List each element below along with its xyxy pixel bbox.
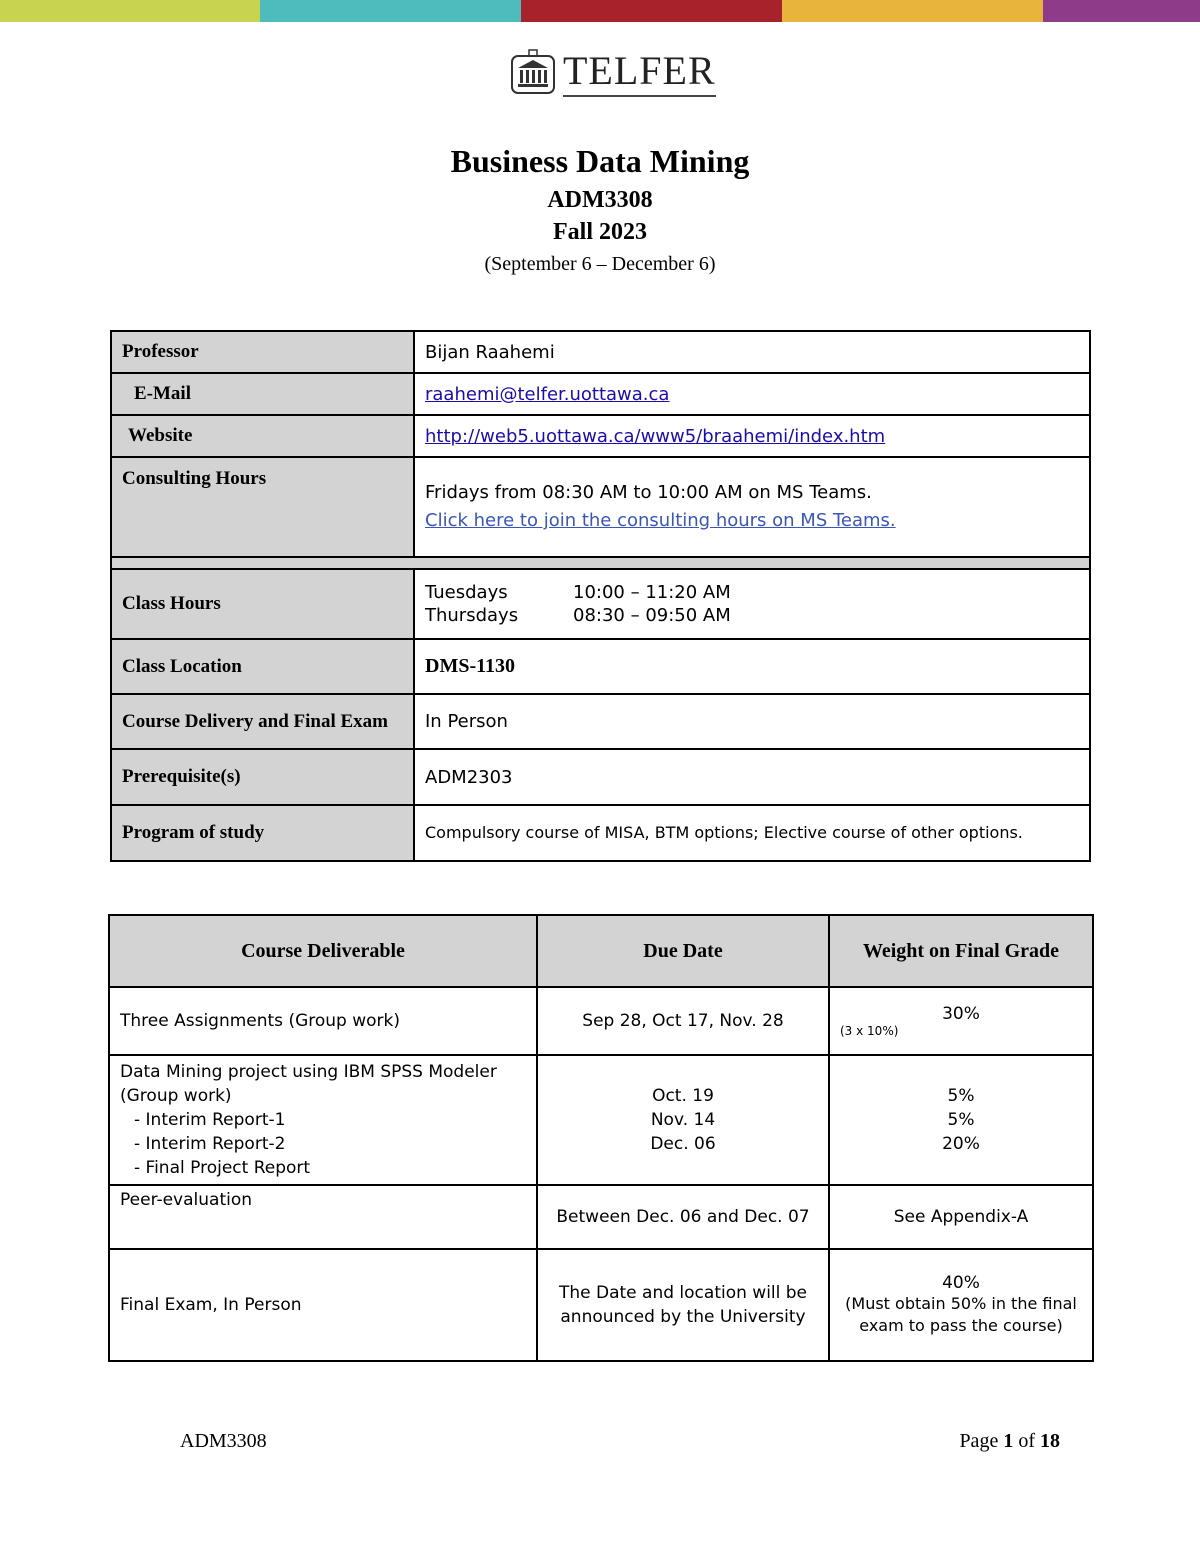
course-term: Fall 2023 <box>553 219 647 245</box>
location-label: Class Location <box>111 639 414 694</box>
deliverable-due-cell <box>537 1055 829 1185</box>
delivery-value: In Person <box>414 694 1090 749</box>
class-day: Tuesdays <box>425 582 508 603</box>
info-row-program <box>111 805 1090 861</box>
deliverable-due: Nov. 14 <box>650 1110 716 1130</box>
prerequisites-label: Prerequisite(s) <box>111 749 414 805</box>
website-link[interactable]: http://web5.uottawa.ca/www5/braahemi/index.htm <box>425 425 886 447</box>
professor-label: Professor <box>111 331 414 373</box>
deliverable-weight: See Appendix-A <box>829 1185 1093 1249</box>
deliverable-weight-note: (3 x 10%) <box>840 1024 899 1038</box>
program-label: Program of study <box>111 805 414 861</box>
program-value: Compulsory course of MISA, BTM options; Elective course of other options. <box>414 805 1090 861</box>
class-time: 08:30 – 09:50 AM <box>573 605 731 626</box>
delivery-label: Course Delivery and Final Exam <box>111 694 414 749</box>
deliverable-due: Oct. 19 <box>652 1086 714 1106</box>
deliverable-due: Between Dec. 06 and Dec. 07 <box>537 1185 829 1249</box>
footer-course-code: ADM3308 <box>180 1430 267 1452</box>
deliverable-weight-note: (Must obtain 50% in the final exam to pass the course) <box>845 1294 1077 1335</box>
deliverable-sub-list <box>120 1108 526 1180</box>
table-row <box>109 1249 1093 1361</box>
deliverable-weight-cell <box>829 1249 1093 1361</box>
of-word: of <box>1018 1430 1035 1452</box>
course-code: ADM3308 <box>547 187 653 213</box>
list-item: - Final Project Report <box>134 1158 311 1178</box>
table-row <box>109 987 1093 1055</box>
page-total: 18 <box>1040 1430 1060 1452</box>
color-bar-segment <box>1043 0 1200 22</box>
class-hours-label: Class Hours <box>111 569 414 639</box>
deliverable-due: The Date and location will be announced by the University <box>537 1249 829 1361</box>
website-cell <box>414 415 1090 457</box>
university-building-icon <box>511 48 555 99</box>
list-item: - Interim Report-1 <box>134 1110 286 1130</box>
table-spacer-row <box>111 557 1090 569</box>
location-value: DMS-1130 <box>414 639 1090 694</box>
deliverable-name: Final Exam, In Person <box>109 1249 537 1361</box>
email-cell <box>414 373 1090 415</box>
deliverable-weight: 40% <box>942 1273 980 1293</box>
color-bar-segment <box>521 0 782 22</box>
header-weight: Weight on Final Grade <box>829 915 1093 987</box>
deliverable-name: Peer-evaluation <box>109 1185 537 1249</box>
color-bar-segment <box>0 0 260 22</box>
deliverable-weight: 20% <box>942 1134 980 1154</box>
info-row-professor <box>111 331 1090 373</box>
class-day: Thursdays <box>425 605 519 626</box>
email-link[interactable]: raahemi@telfer.uottawa.ca <box>425 383 670 405</box>
deliverable-weight: 30% <box>942 1004 980 1024</box>
class-time: 10:00 – 11:20 AM <box>573 582 731 603</box>
table-row <box>109 1055 1093 1185</box>
title-block <box>0 140 1200 278</box>
class-hours-cell <box>414 569 1090 639</box>
color-bar-segment <box>260 0 521 22</box>
teams-consulting-link[interactable]: Click here to join the consulting hours on MS Teams. <box>425 510 896 531</box>
info-row-prerequisites <box>111 749 1090 805</box>
info-row-website <box>111 415 1090 457</box>
info-row-location <box>111 639 1090 694</box>
course-title: Business Data Mining <box>450 143 750 179</box>
prerequisites-value: ADM2303 <box>414 749 1090 805</box>
website-label: Website <box>111 415 414 457</box>
spacer-cell <box>111 557 1090 569</box>
deliverable-name-cell <box>109 1055 537 1185</box>
deliverables-table <box>108 914 1094 1362</box>
info-row-class-hours <box>111 569 1090 639</box>
page-current: 1 <box>1003 1430 1014 1452</box>
color-bar-segment <box>782 0 1043 22</box>
course-info-table <box>110 330 1091 862</box>
professor-value: Bijan Raahemi <box>414 331 1090 373</box>
course-dates: (September 6 – December 6) <box>484 253 716 275</box>
email-label: E-Mail <box>111 373 414 415</box>
deliverable-due: Sep 28, Oct 17, Nov. 28 <box>537 987 829 1055</box>
page-word: Page <box>959 1430 999 1452</box>
color-bar <box>0 0 1200 22</box>
class-hours-grid <box>425 582 1079 626</box>
footer-page-number <box>959 1430 1060 1453</box>
deliverable-due: Dec. 06 <box>650 1134 716 1154</box>
consulting-label: Consulting Hours <box>111 457 414 557</box>
header-due-date: Due Date <box>537 915 829 987</box>
list-item: - Interim Report-2 <box>134 1134 286 1154</box>
header-deliverable: Course Deliverable <box>109 915 537 987</box>
info-row-consulting <box>111 457 1090 557</box>
deliverable-weight: 5% <box>947 1086 975 1106</box>
deliverable-weight-cell <box>829 1055 1093 1185</box>
deliverable-weight: 5% <box>947 1110 975 1130</box>
deliverable-weight-cell <box>829 987 1093 1055</box>
info-row-email <box>111 373 1090 415</box>
deliverable-name: Data Mining project using IBM SPSS Modeler (Group work) <box>120 1062 497 1106</box>
logo-text: TELFER <box>563 51 716 97</box>
telfer-logo <box>511 48 716 99</box>
deliverables-header-row <box>109 915 1093 987</box>
consulting-cell <box>414 457 1090 557</box>
info-row-delivery <box>111 694 1090 749</box>
deliverable-name: Three Assignments (Group work) <box>109 987 537 1055</box>
consulting-hours-text: Fridays from 08:30 AM to 10:00 AM on MS Teams. <box>425 482 872 503</box>
table-row <box>109 1185 1093 1249</box>
